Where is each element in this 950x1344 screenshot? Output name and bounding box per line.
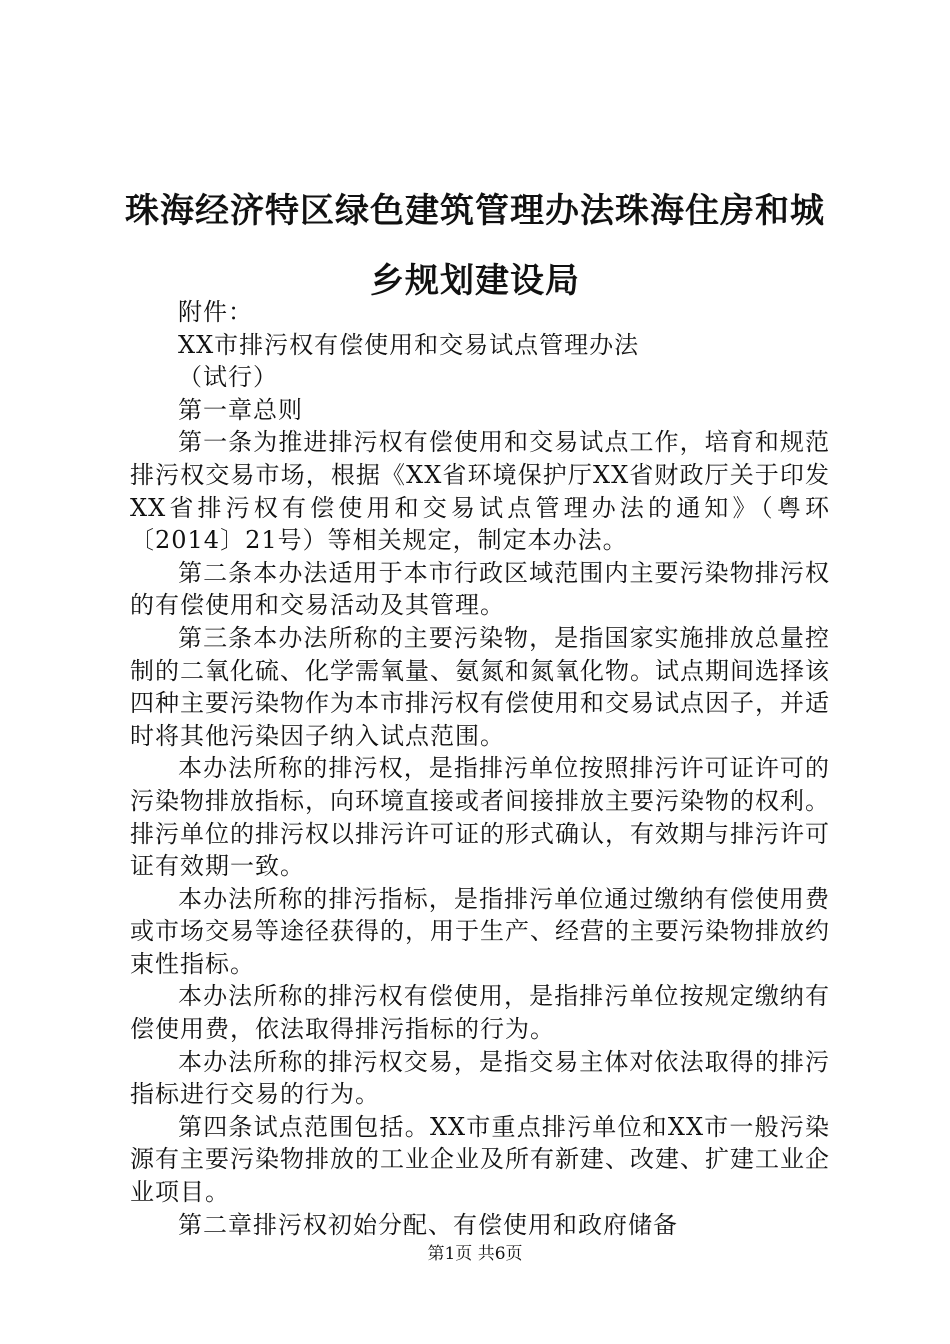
document-body: [130, 296, 830, 1241]
definition-paid-use: 本办法所称的排污权有偿使用，是指排污单位按规定缴纳有偿使用费，依法取得排污指标的行为。: [130, 982, 830, 1044]
page-footer: [0, 1242, 950, 1266]
article-1: 第一条为推进排污权有偿使用和交易试点工作，培育和规范排污权交易市场，根据《XX省环境保护厅XX省财政厅关于印发XX省排污权有偿使用和交易试点管理办法的通知》（粤环〔2014〕21号）等相关规定，制定本办法。: [130, 428, 830, 555]
title-line-2: 乡规划建设局: [370, 261, 580, 301]
page-indicator: 第1页 共6页: [427, 1244, 523, 1264]
definition-emission-right: 本办法所称的排污权，是指排污单位按照排污许可证许可的污染物排放指标，向环境直接或者间接排放主要污染物的权利。排污单位的排污权以排污许可证的形式确认，有效期与排污许可证有效期一致。: [130, 754, 830, 881]
document-title: [100, 176, 850, 316]
article-2: 第二条本办法适用于本市行政区域范围内主要污染物排污权的有偿使用和交易活动及其管理。: [130, 558, 830, 620]
article-4: 第四条试点范围包括。XX市重点排污单位和XX市一般污染源有主要污染物排放的工业企业及所有新建、改建、扩建工业企业项目。: [130, 1112, 830, 1207]
chapter-1-heading: 第一章总则: [178, 395, 303, 424]
chapter-2-heading: 第二章排污权初始分配、有偿使用和政府储备: [178, 1210, 678, 1239]
paragraph-trial-note: （试行）: [178, 363, 278, 392]
definition-trading: 本办法所称的排污权交易，是指交易主体对依法取得的排污指标进行交易的行为。: [130, 1047, 830, 1109]
definition-emission-quota: 本办法所称的排污指标，是指排污单位通过缴纳有偿使用费或市场交易等途径获得的，用于生产、经营的主要污染物排放约束性指标。: [130, 884, 830, 978]
paragraph-doc-name: XX市排污权有偿使用和交易试点管理办法: [178, 330, 640, 359]
title-line-1: 珠海经济特区绿色建筑管理办法珠海住房和城: [125, 191, 825, 231]
article-3: 第三条本办法所称的主要污染物，是指国家实施排放总量控制的二氧化硫、化学需氧量、氨氮和氮氧化物。试点期间选择该四种主要污染物作为本市排污权有偿使用和交易试点因子，并适时将其他污染因子纳入试点范围。: [130, 623, 830, 750]
paragraph-attachment-label: 附件：: [178, 298, 253, 326]
